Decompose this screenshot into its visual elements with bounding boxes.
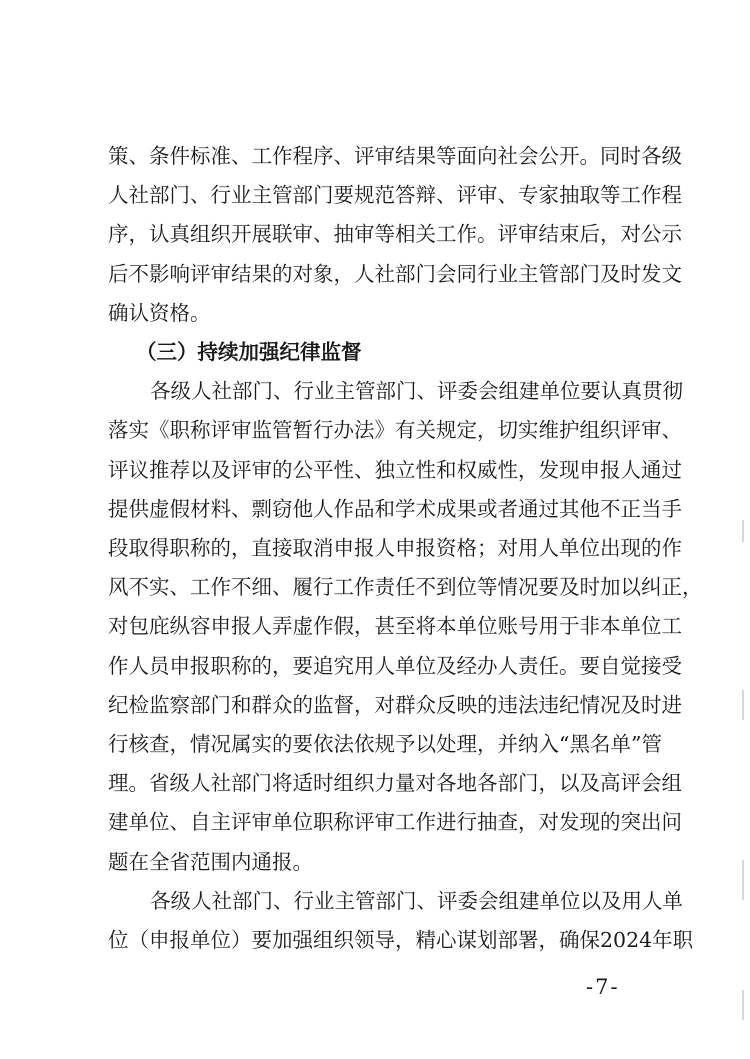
paragraph-line: 理。省级人社部门将适时组织力量对各地各部门，以及高评会组	[108, 771, 682, 796]
scan-margin-mark	[742, 690, 744, 720]
scan-margin-mark	[742, 520, 744, 542]
paragraph-line: 策、条件标准、工作程序、评审结果等面向社会公开。同时各级	[108, 144, 682, 168]
paragraph-line: 题在全省范围内通报。	[108, 849, 313, 874]
paragraph-line: 后不影响评审结果的对象，人社部门会同行业主管部门及时发文	[108, 261, 682, 286]
paragraph-line: 人社部门、行业主管部门要规范答辩、评审、专家抽取等工作程	[108, 183, 682, 208]
paragraph-line: 段取得职称的，直接取消申报人申报资格；对用人单位出现的作	[108, 536, 682, 560]
paragraph-line: 提供虚假材料、剽窃他人作品和学术成果或者通过其他不正当手	[108, 496, 682, 521]
paragraph-line: 评议推荐以及评审的公平性、独立性和权威性，发现申报人通过	[108, 457, 682, 482]
paragraph-line: 序，认真组织开展联审、抽审等相关工作。评审结束后，对公示	[108, 222, 682, 247]
paragraph-line: 对包庇纵容申报人弄虚作假，甚至将本单位账号用于非本单位工	[108, 614, 682, 639]
scan-margin-mark	[742, 860, 744, 900]
paragraph-line: 各级人社部门、行业主管部门、评委会组建单位以及用人单	[150, 888, 683, 913]
paragraph-line: 建单位、自主评审单位职称评审工作进行抽查，对发现的突出问	[108, 810, 682, 835]
paragraph-line: 风不实、工作不细、履行工作责任不到位等情况要及时加以纠正，	[108, 575, 703, 600]
paragraph-line: 落实《职称评审监管暂行办法》有关规定，切实维护组织评审、	[108, 418, 682, 443]
paragraph-line: 位（申报单位）要加强组织领导，精心谋划部署，确保2024年职	[108, 928, 694, 952]
paragraph-line: 各级人社部门、行业主管部门、评委会组建单位要认真贯彻	[150, 379, 683, 404]
page-number: -7-	[586, 975, 620, 1000]
paragraph-line: 纪检监察部门和群众的监督，对群众反映的违法违纪情况及时进	[108, 692, 682, 717]
paragraph-line: 作人员申报职称的，要追究用人单位及经办人责任。要自觉接受	[108, 653, 682, 678]
scan-margin-mark	[742, 990, 744, 1020]
section-heading: （三）持续加强纪律监督	[136, 340, 362, 364]
paragraph-line: 确认资格。	[108, 300, 211, 325]
paragraph-line: 行核查，情况属实的要依法依规予以处理，并纳入“黑名单”管	[108, 732, 662, 756]
